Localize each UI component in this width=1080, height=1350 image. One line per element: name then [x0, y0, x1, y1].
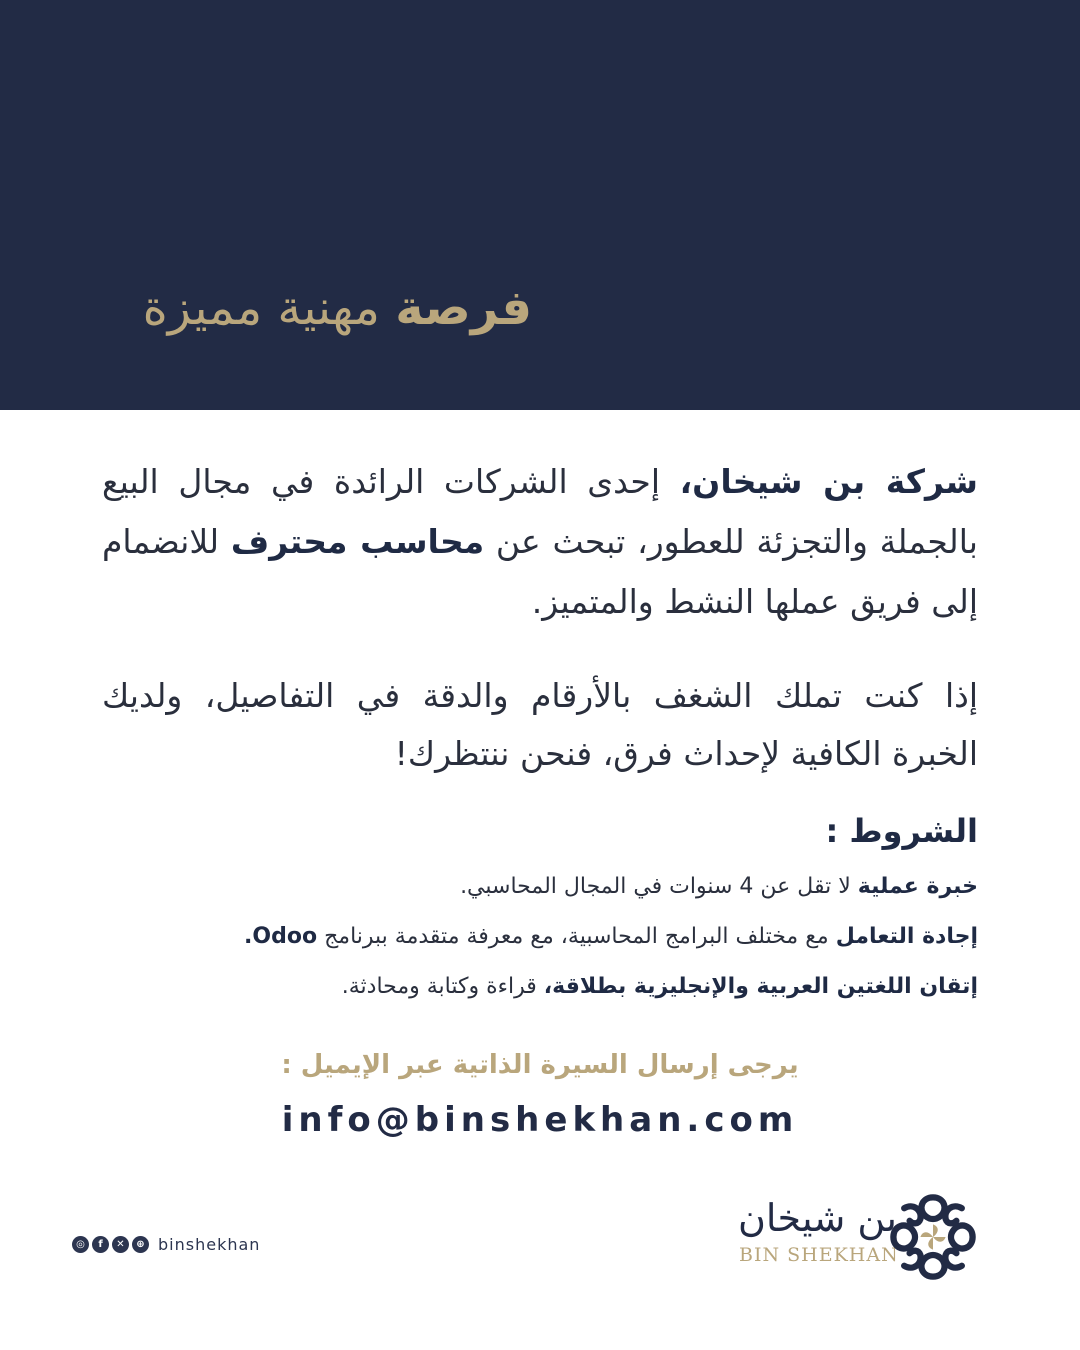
condition-bold: خبرة عملية: [857, 874, 978, 899]
social-handle: binshekhan: [158, 1235, 261, 1254]
x-icon[interactable]: ✕: [112, 1236, 129, 1253]
condition-item: [78, 962, 978, 1012]
page-title: [143, 280, 532, 336]
conditions-list: [78, 862, 978, 1012]
conditions-title: الشروط :: [825, 812, 978, 850]
logo-arabic: بن شيخان: [738, 1196, 897, 1240]
web-icon[interactable]: ⊕: [132, 1236, 149, 1253]
email-link[interactable]: info@binshekhan.com: [281, 1100, 799, 1140]
condition-text: مع مختلف البرامج المحاسبية، مع معرفة متقدمة ببرنامج: [324, 924, 829, 949]
condition-item: [78, 912, 978, 962]
condition-bold: إتقان اللغتين العربية والإنجليزية بطلاقة،: [543, 974, 978, 999]
intro-paragraph: [102, 452, 978, 632]
logo-emblem-icon: [888, 1192, 978, 1282]
condition-text: قراءة وكتابة ومحادثة.: [341, 974, 537, 999]
social-bar: [72, 1235, 260, 1254]
invitation-paragraph: إذا كنت تملك الشغف بالأرقام والدقة في التفاصيل، ولديك الخبرة الكافية لإحداث فرق، فنحن ننتظرك!: [102, 676, 978, 773]
facebook-icon[interactable]: f: [92, 1236, 109, 1253]
condition-text: لا تقل عن 4 سنوات في المجال المحاسبي.: [460, 874, 851, 899]
cta-text: يرجى إرسال السيرة الذاتية عبر الإيميل :: [281, 1050, 799, 1080]
condition-item: [78, 862, 978, 912]
logo-english: BIN SHEKHAN: [739, 1244, 899, 1266]
job-role: محاسب محترف: [230, 522, 485, 561]
instagram-icon[interactable]: ◎: [72, 1236, 89, 1253]
title-rest: مهنية مميزة: [142, 280, 380, 336]
intro-text-2: للانضمام إلى فريق عملها النشط والمتميز.: [102, 522, 978, 621]
title-bold: فرصة: [395, 280, 532, 336]
condition-bold: إجادة التعامل: [835, 924, 978, 949]
company-name: شركة بن شيخان،: [679, 462, 978, 501]
intro-text-1: إحدى الشركات الرائدة في مجال البيع بالجملة والتجزئة للعطور، تبحث عن: [102, 462, 978, 561]
condition-tail: Odoo.: [244, 924, 318, 949]
header-banner: [0, 0, 1080, 410]
